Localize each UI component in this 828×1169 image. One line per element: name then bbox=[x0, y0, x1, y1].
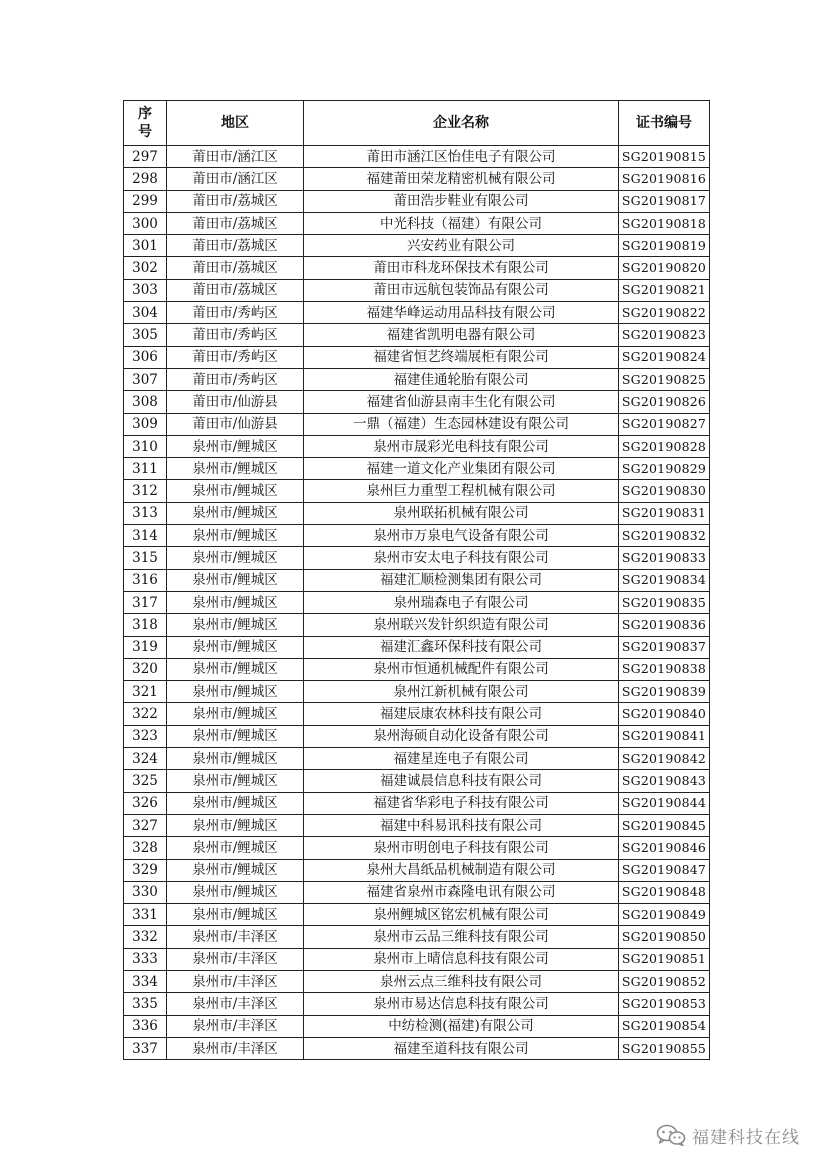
cell-region: 泉州市/鲤城区 bbox=[167, 525, 304, 547]
cell-region: 泉州市/鲤城区 bbox=[167, 725, 304, 747]
cell-certificate: SG20190853 bbox=[619, 993, 710, 1015]
cell-region: 莆田市/荔城区 bbox=[167, 235, 304, 257]
table-row bbox=[124, 814, 710, 836]
cell-region: 泉州市/鲤城区 bbox=[167, 681, 304, 703]
cell-certificate: SG20190818 bbox=[619, 212, 710, 234]
cell-no: 316 bbox=[124, 569, 167, 591]
cell-company: 泉州市明创电子科技有限公司 bbox=[304, 837, 619, 859]
cell-certificate: SG20190847 bbox=[619, 859, 710, 881]
cell-certificate: SG20190830 bbox=[619, 480, 710, 502]
cell-no: 331 bbox=[124, 904, 167, 926]
cell-no: 330 bbox=[124, 881, 167, 903]
header-no-label: 序 号 bbox=[138, 106, 152, 140]
cell-region: 泉州市/鲤城区 bbox=[167, 770, 304, 792]
cell-no: 313 bbox=[124, 502, 167, 524]
table-body bbox=[124, 146, 710, 1060]
cell-certificate: SG20190852 bbox=[619, 970, 710, 992]
cell-company: 福建诚晨信息科技有限公司 bbox=[304, 770, 619, 792]
cell-certificate: SG20190817 bbox=[619, 190, 710, 212]
cell-certificate: SG20190850 bbox=[619, 926, 710, 948]
cell-certificate: SG20190848 bbox=[619, 881, 710, 903]
cell-no: 317 bbox=[124, 591, 167, 613]
table-row bbox=[124, 368, 710, 390]
cell-company: 泉州海硕自动化设备有限公司 bbox=[304, 725, 619, 747]
cell-no: 301 bbox=[124, 235, 167, 257]
table-row bbox=[124, 1037, 710, 1059]
cell-company: 莆田浩步鞋业有限公司 bbox=[304, 190, 619, 212]
cell-no: 303 bbox=[124, 279, 167, 301]
watermark-text: 福建科技在线 bbox=[692, 1127, 800, 1148]
cell-certificate: SG20190825 bbox=[619, 368, 710, 390]
cell-company: 福建一道文化产业集团有限公司 bbox=[304, 458, 619, 480]
cell-certificate: SG20190849 bbox=[619, 904, 710, 926]
cell-no: 306 bbox=[124, 346, 167, 368]
cell-region: 莆田市/荔城区 bbox=[167, 190, 304, 212]
cell-company: 泉州瑞森电子有限公司 bbox=[304, 591, 619, 613]
cell-company: 福建汇鑫环保科技有限公司 bbox=[304, 636, 619, 658]
table-row bbox=[124, 279, 710, 301]
cell-certificate: SG20190844 bbox=[619, 792, 710, 814]
table-row bbox=[124, 658, 710, 680]
table-row bbox=[124, 681, 710, 703]
cell-no: 332 bbox=[124, 926, 167, 948]
cell-region: 泉州市/鲤城区 bbox=[167, 792, 304, 814]
cell-no: 337 bbox=[124, 1037, 167, 1059]
cell-region: 泉州市/鲤城区 bbox=[167, 814, 304, 836]
cell-region: 泉州市/丰泽区 bbox=[167, 1037, 304, 1059]
cell-no: 324 bbox=[124, 748, 167, 770]
cell-no: 305 bbox=[124, 324, 167, 346]
cell-certificate: SG20190824 bbox=[619, 346, 710, 368]
cell-no: 320 bbox=[124, 658, 167, 680]
table-row bbox=[124, 168, 710, 190]
cell-no: 328 bbox=[124, 837, 167, 859]
cell-region: 泉州市/鲤城区 bbox=[167, 636, 304, 658]
table-row bbox=[124, 859, 710, 881]
cell-region: 莆田市/秀屿区 bbox=[167, 346, 304, 368]
cell-certificate: SG20190819 bbox=[619, 235, 710, 257]
cell-region: 泉州市/丰泽区 bbox=[167, 970, 304, 992]
cell-company: 泉州市上晴信息科技有限公司 bbox=[304, 948, 619, 970]
cell-company: 福建佳通轮胎有限公司 bbox=[304, 368, 619, 390]
cell-no: 311 bbox=[124, 458, 167, 480]
cell-no: 307 bbox=[124, 368, 167, 390]
table-row bbox=[124, 391, 710, 413]
cell-company: 中纺检测(福建)有限公司 bbox=[304, 1015, 619, 1037]
cell-certificate: SG20190842 bbox=[619, 748, 710, 770]
table-row bbox=[124, 235, 710, 257]
header-region: 地区 bbox=[167, 101, 304, 146]
cell-region: 泉州市/鲤城区 bbox=[167, 480, 304, 502]
cell-certificate: SG20190846 bbox=[619, 837, 710, 859]
cell-no: 312 bbox=[124, 480, 167, 502]
cell-company: 福建辰康农林科技有限公司 bbox=[304, 703, 619, 725]
cell-company: 泉州联兴发针织织造有限公司 bbox=[304, 614, 619, 636]
cell-no: 323 bbox=[124, 725, 167, 747]
wechat-icon bbox=[656, 1124, 686, 1146]
cell-region: 泉州市/鲤城区 bbox=[167, 458, 304, 480]
cell-company: 泉州云点三维科技有限公司 bbox=[304, 970, 619, 992]
header-company: 企业名称 bbox=[304, 101, 619, 146]
cell-no: 322 bbox=[124, 703, 167, 725]
cell-region: 莆田市/秀屿区 bbox=[167, 368, 304, 390]
table-row bbox=[124, 948, 710, 970]
cell-region: 莆田市/秀屿区 bbox=[167, 324, 304, 346]
cell-company: 泉州江新机械有限公司 bbox=[304, 681, 619, 703]
cell-region: 泉州市/鲤城区 bbox=[167, 748, 304, 770]
cell-company: 福建莆田荣龙精密机械有限公司 bbox=[304, 168, 619, 190]
table-row bbox=[124, 190, 710, 212]
cell-company: 福建省凯明电器有限公司 bbox=[304, 324, 619, 346]
cell-certificate: SG20190828 bbox=[619, 435, 710, 457]
cell-no: 308 bbox=[124, 391, 167, 413]
cell-region: 莆田市/荔城区 bbox=[167, 212, 304, 234]
cell-region: 泉州市/鲤城区 bbox=[167, 658, 304, 680]
table-row bbox=[124, 324, 710, 346]
cell-certificate: SG20190815 bbox=[619, 146, 710, 168]
cell-company: 泉州市易达信息科技有限公司 bbox=[304, 993, 619, 1015]
cell-no: 309 bbox=[124, 413, 167, 435]
table-row bbox=[124, 302, 710, 324]
cell-no: 326 bbox=[124, 792, 167, 814]
cell-company: 福建星连电子有限公司 bbox=[304, 748, 619, 770]
table-row bbox=[124, 837, 710, 859]
cell-certificate: SG20190851 bbox=[619, 948, 710, 970]
cell-no: 297 bbox=[124, 146, 167, 168]
cell-certificate: SG20190845 bbox=[619, 814, 710, 836]
cell-region: 泉州市/鲤城区 bbox=[167, 569, 304, 591]
table-row bbox=[124, 703, 710, 725]
cell-company: 莆田市远航包装饰品有限公司 bbox=[304, 279, 619, 301]
cell-company: 中光科技（福建）有限公司 bbox=[304, 212, 619, 234]
table-row bbox=[124, 458, 710, 480]
cell-no: 314 bbox=[124, 525, 167, 547]
cell-certificate: SG20190854 bbox=[619, 1015, 710, 1037]
cell-certificate: SG20190821 bbox=[619, 279, 710, 301]
cell-company: 泉州市安太电子科技有限公司 bbox=[304, 547, 619, 569]
cell-company: 福建省泉州市森隆电讯有限公司 bbox=[304, 881, 619, 903]
cell-certificate: SG20190840 bbox=[619, 703, 710, 725]
cell-certificate: SG20190855 bbox=[619, 1037, 710, 1059]
cell-certificate: SG20190838 bbox=[619, 658, 710, 680]
cell-certificate: SG20190827 bbox=[619, 413, 710, 435]
cell-region: 莆田市/荔城区 bbox=[167, 257, 304, 279]
cell-no: 329 bbox=[124, 859, 167, 881]
cell-region: 泉州市/鲤城区 bbox=[167, 591, 304, 613]
table-row bbox=[124, 926, 710, 948]
cell-company: 泉州联拓机械有限公司 bbox=[304, 502, 619, 524]
cell-certificate: SG20190822 bbox=[619, 302, 710, 324]
table-row bbox=[124, 636, 710, 658]
table-row bbox=[124, 257, 710, 279]
cell-no: 334 bbox=[124, 970, 167, 992]
cell-region: 泉州市/鲤城区 bbox=[167, 614, 304, 636]
cell-certificate: SG20190816 bbox=[619, 168, 710, 190]
cell-company: 福建中科易讯科技有限公司 bbox=[304, 814, 619, 836]
cell-region: 泉州市/鲤城区 bbox=[167, 502, 304, 524]
cell-certificate: SG20190820 bbox=[619, 257, 710, 279]
cell-company: 福建华峰运动用品科技有限公司 bbox=[304, 302, 619, 324]
cell-region: 泉州市/鲤城区 bbox=[167, 881, 304, 903]
cell-region: 泉州市/鲤城区 bbox=[167, 435, 304, 457]
cell-certificate: SG20190837 bbox=[619, 636, 710, 658]
table-row bbox=[124, 547, 710, 569]
cell-region: 莆田市/荔城区 bbox=[167, 279, 304, 301]
certificate-table-container bbox=[123, 100, 709, 1060]
cell-certificate: SG20190823 bbox=[619, 324, 710, 346]
certificate-table bbox=[123, 100, 710, 1060]
cell-no: 318 bbox=[124, 614, 167, 636]
cell-company: 泉州市晟彩光电科技有限公司 bbox=[304, 435, 619, 457]
cell-certificate: SG20190839 bbox=[619, 681, 710, 703]
cell-region: 莆田市/仙游县 bbox=[167, 391, 304, 413]
cell-certificate: SG20190831 bbox=[619, 502, 710, 524]
cell-certificate: SG20190843 bbox=[619, 770, 710, 792]
cell-company: 泉州巨力重型工程机械有限公司 bbox=[304, 480, 619, 502]
cell-region: 莆田市/涵江区 bbox=[167, 168, 304, 190]
cell-certificate: SG20190841 bbox=[619, 725, 710, 747]
table-row bbox=[124, 881, 710, 903]
table-row bbox=[124, 525, 710, 547]
cell-company: 莆田市科龙环保技术有限公司 bbox=[304, 257, 619, 279]
header-certificate: 证书编号 bbox=[619, 101, 710, 146]
table-row bbox=[124, 748, 710, 770]
cell-region: 莆田市/涵江区 bbox=[167, 146, 304, 168]
table-row bbox=[124, 970, 710, 992]
table-row bbox=[124, 725, 710, 747]
table-row bbox=[124, 435, 710, 457]
cell-no: 299 bbox=[124, 190, 167, 212]
cell-certificate: SG20190834 bbox=[619, 569, 710, 591]
table-row bbox=[124, 993, 710, 1015]
cell-no: 298 bbox=[124, 168, 167, 190]
cell-company: 泉州市云品三维科技有限公司 bbox=[304, 926, 619, 948]
cell-certificate: SG20190835 bbox=[619, 591, 710, 613]
cell-no: 327 bbox=[124, 814, 167, 836]
table-row bbox=[124, 569, 710, 591]
cell-company: 福建省华彩电子科技有限公司 bbox=[304, 792, 619, 814]
cell-region: 莆田市/秀屿区 bbox=[167, 302, 304, 324]
cell-region: 泉州市/鲤城区 bbox=[167, 837, 304, 859]
cell-company: 泉州大昌纸品机械制造有限公司 bbox=[304, 859, 619, 881]
table-row bbox=[124, 792, 710, 814]
cell-company: 福建省仙游县南丰生化有限公司 bbox=[304, 391, 619, 413]
cell-company: 泉州市恒通机械配件有限公司 bbox=[304, 658, 619, 680]
cell-certificate: SG20190829 bbox=[619, 458, 710, 480]
table-header-row bbox=[124, 101, 710, 146]
cell-company: 福建至道科技有限公司 bbox=[304, 1037, 619, 1059]
cell-region: 泉州市/丰泽区 bbox=[167, 926, 304, 948]
cell-region: 泉州市/丰泽区 bbox=[167, 948, 304, 970]
cell-region: 莆田市/仙游县 bbox=[167, 413, 304, 435]
cell-region: 泉州市/丰泽区 bbox=[167, 1015, 304, 1037]
table-row bbox=[124, 591, 710, 613]
cell-no: 319 bbox=[124, 636, 167, 658]
cell-certificate: SG20190833 bbox=[619, 547, 710, 569]
cell-region: 泉州市/丰泽区 bbox=[167, 993, 304, 1015]
table-row bbox=[124, 146, 710, 168]
table-row bbox=[124, 346, 710, 368]
table-row bbox=[124, 904, 710, 926]
cell-company: 泉州鲤城区铭宏机械有限公司 bbox=[304, 904, 619, 926]
cell-certificate: SG20190826 bbox=[619, 391, 710, 413]
cell-no: 335 bbox=[124, 993, 167, 1015]
cell-no: 300 bbox=[124, 212, 167, 234]
cell-company: 泉州市万泉电气设备有限公司 bbox=[304, 525, 619, 547]
cell-company: 福建省恒艺终端展柜有限公司 bbox=[304, 346, 619, 368]
cell-region: 泉州市/鲤城区 bbox=[167, 859, 304, 881]
cell-no: 302 bbox=[124, 257, 167, 279]
cell-region: 泉州市/鲤城区 bbox=[167, 904, 304, 926]
cell-no: 325 bbox=[124, 770, 167, 792]
header-no bbox=[124, 101, 167, 146]
cell-no: 333 bbox=[124, 948, 167, 970]
table-row bbox=[124, 212, 710, 234]
cell-company: 一鼎（福建）生态园林建设有限公司 bbox=[304, 413, 619, 435]
cell-no: 304 bbox=[124, 302, 167, 324]
table-row bbox=[124, 770, 710, 792]
cell-company: 兴安药业有限公司 bbox=[304, 235, 619, 257]
cell-no: 315 bbox=[124, 547, 167, 569]
table-row bbox=[124, 480, 710, 502]
cell-company: 莆田市涵江区怡佳电子有限公司 bbox=[304, 146, 619, 168]
cell-certificate: SG20190832 bbox=[619, 525, 710, 547]
table-row bbox=[124, 1015, 710, 1037]
watermark bbox=[656, 1123, 800, 1147]
cell-region: 泉州市/鲤城区 bbox=[167, 547, 304, 569]
table-row bbox=[124, 614, 710, 636]
cell-region: 泉州市/鲤城区 bbox=[167, 703, 304, 725]
table-row bbox=[124, 413, 710, 435]
cell-company: 福建汇顺检测集团有限公司 bbox=[304, 569, 619, 591]
cell-no: 310 bbox=[124, 435, 167, 457]
table-row bbox=[124, 502, 710, 524]
cell-no: 321 bbox=[124, 681, 167, 703]
cell-certificate: SG20190836 bbox=[619, 614, 710, 636]
cell-no: 336 bbox=[124, 1015, 167, 1037]
